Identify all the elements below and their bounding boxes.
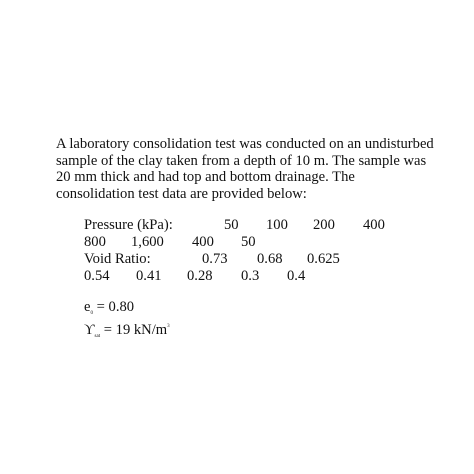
pressure-value: 200	[313, 217, 335, 233]
void-ratio-value: 0.3	[241, 268, 260, 284]
void-ratio-value: 0.73	[202, 251, 228, 267]
void-ratio-label: Void Ratio:	[84, 251, 151, 267]
gamma-sat-value: = 19 kN/m	[103, 322, 168, 338]
gamma-sat-subscript: sat	[94, 334, 101, 339]
pressure-value: 100	[266, 217, 288, 233]
saturated-unit-weight	[84, 319, 170, 345]
pressure-label: Pressure (kPa):	[84, 217, 173, 233]
pressure-value: 50	[224, 217, 239, 233]
e0-value: = 0.80	[96, 299, 135, 315]
pressure-value: 800	[84, 234, 106, 250]
statement-line: sample of the clay taken from a depth of 10 m. The sample was	[56, 152, 427, 169]
void-ratio-value: 0.41	[136, 268, 162, 284]
void-ratio-value: 0.625	[307, 251, 340, 267]
statement-line: 20 mm thick and had top and bottom drainage. The	[56, 169, 355, 186]
statement-line: A laboratory consolidation test was conducted on an undisturbed	[56, 136, 434, 152]
pressure-value: 1,600	[131, 234, 164, 250]
void-ratio-value: 0.28	[187, 268, 213, 284]
e0-subscript: 0	[90, 311, 93, 316]
e0-symbol: e	[84, 299, 91, 315]
pressure-value: 400	[363, 217, 385, 233]
problem-statement	[56, 136, 456, 202]
statement-line: consolidation test data are provided below:	[56, 185, 307, 202]
void-ratio-value: 0.4	[287, 268, 306, 284]
pressure-value: 50	[241, 234, 256, 250]
pressure-value: 400	[192, 234, 214, 250]
void-ratio-value: 0.68	[257, 251, 283, 267]
gamma-sat-superscript: 3	[167, 324, 170, 329]
void-ratio-value: 0.54	[84, 268, 110, 284]
gamma-sat-symbol: ϒ	[84, 322, 95, 338]
